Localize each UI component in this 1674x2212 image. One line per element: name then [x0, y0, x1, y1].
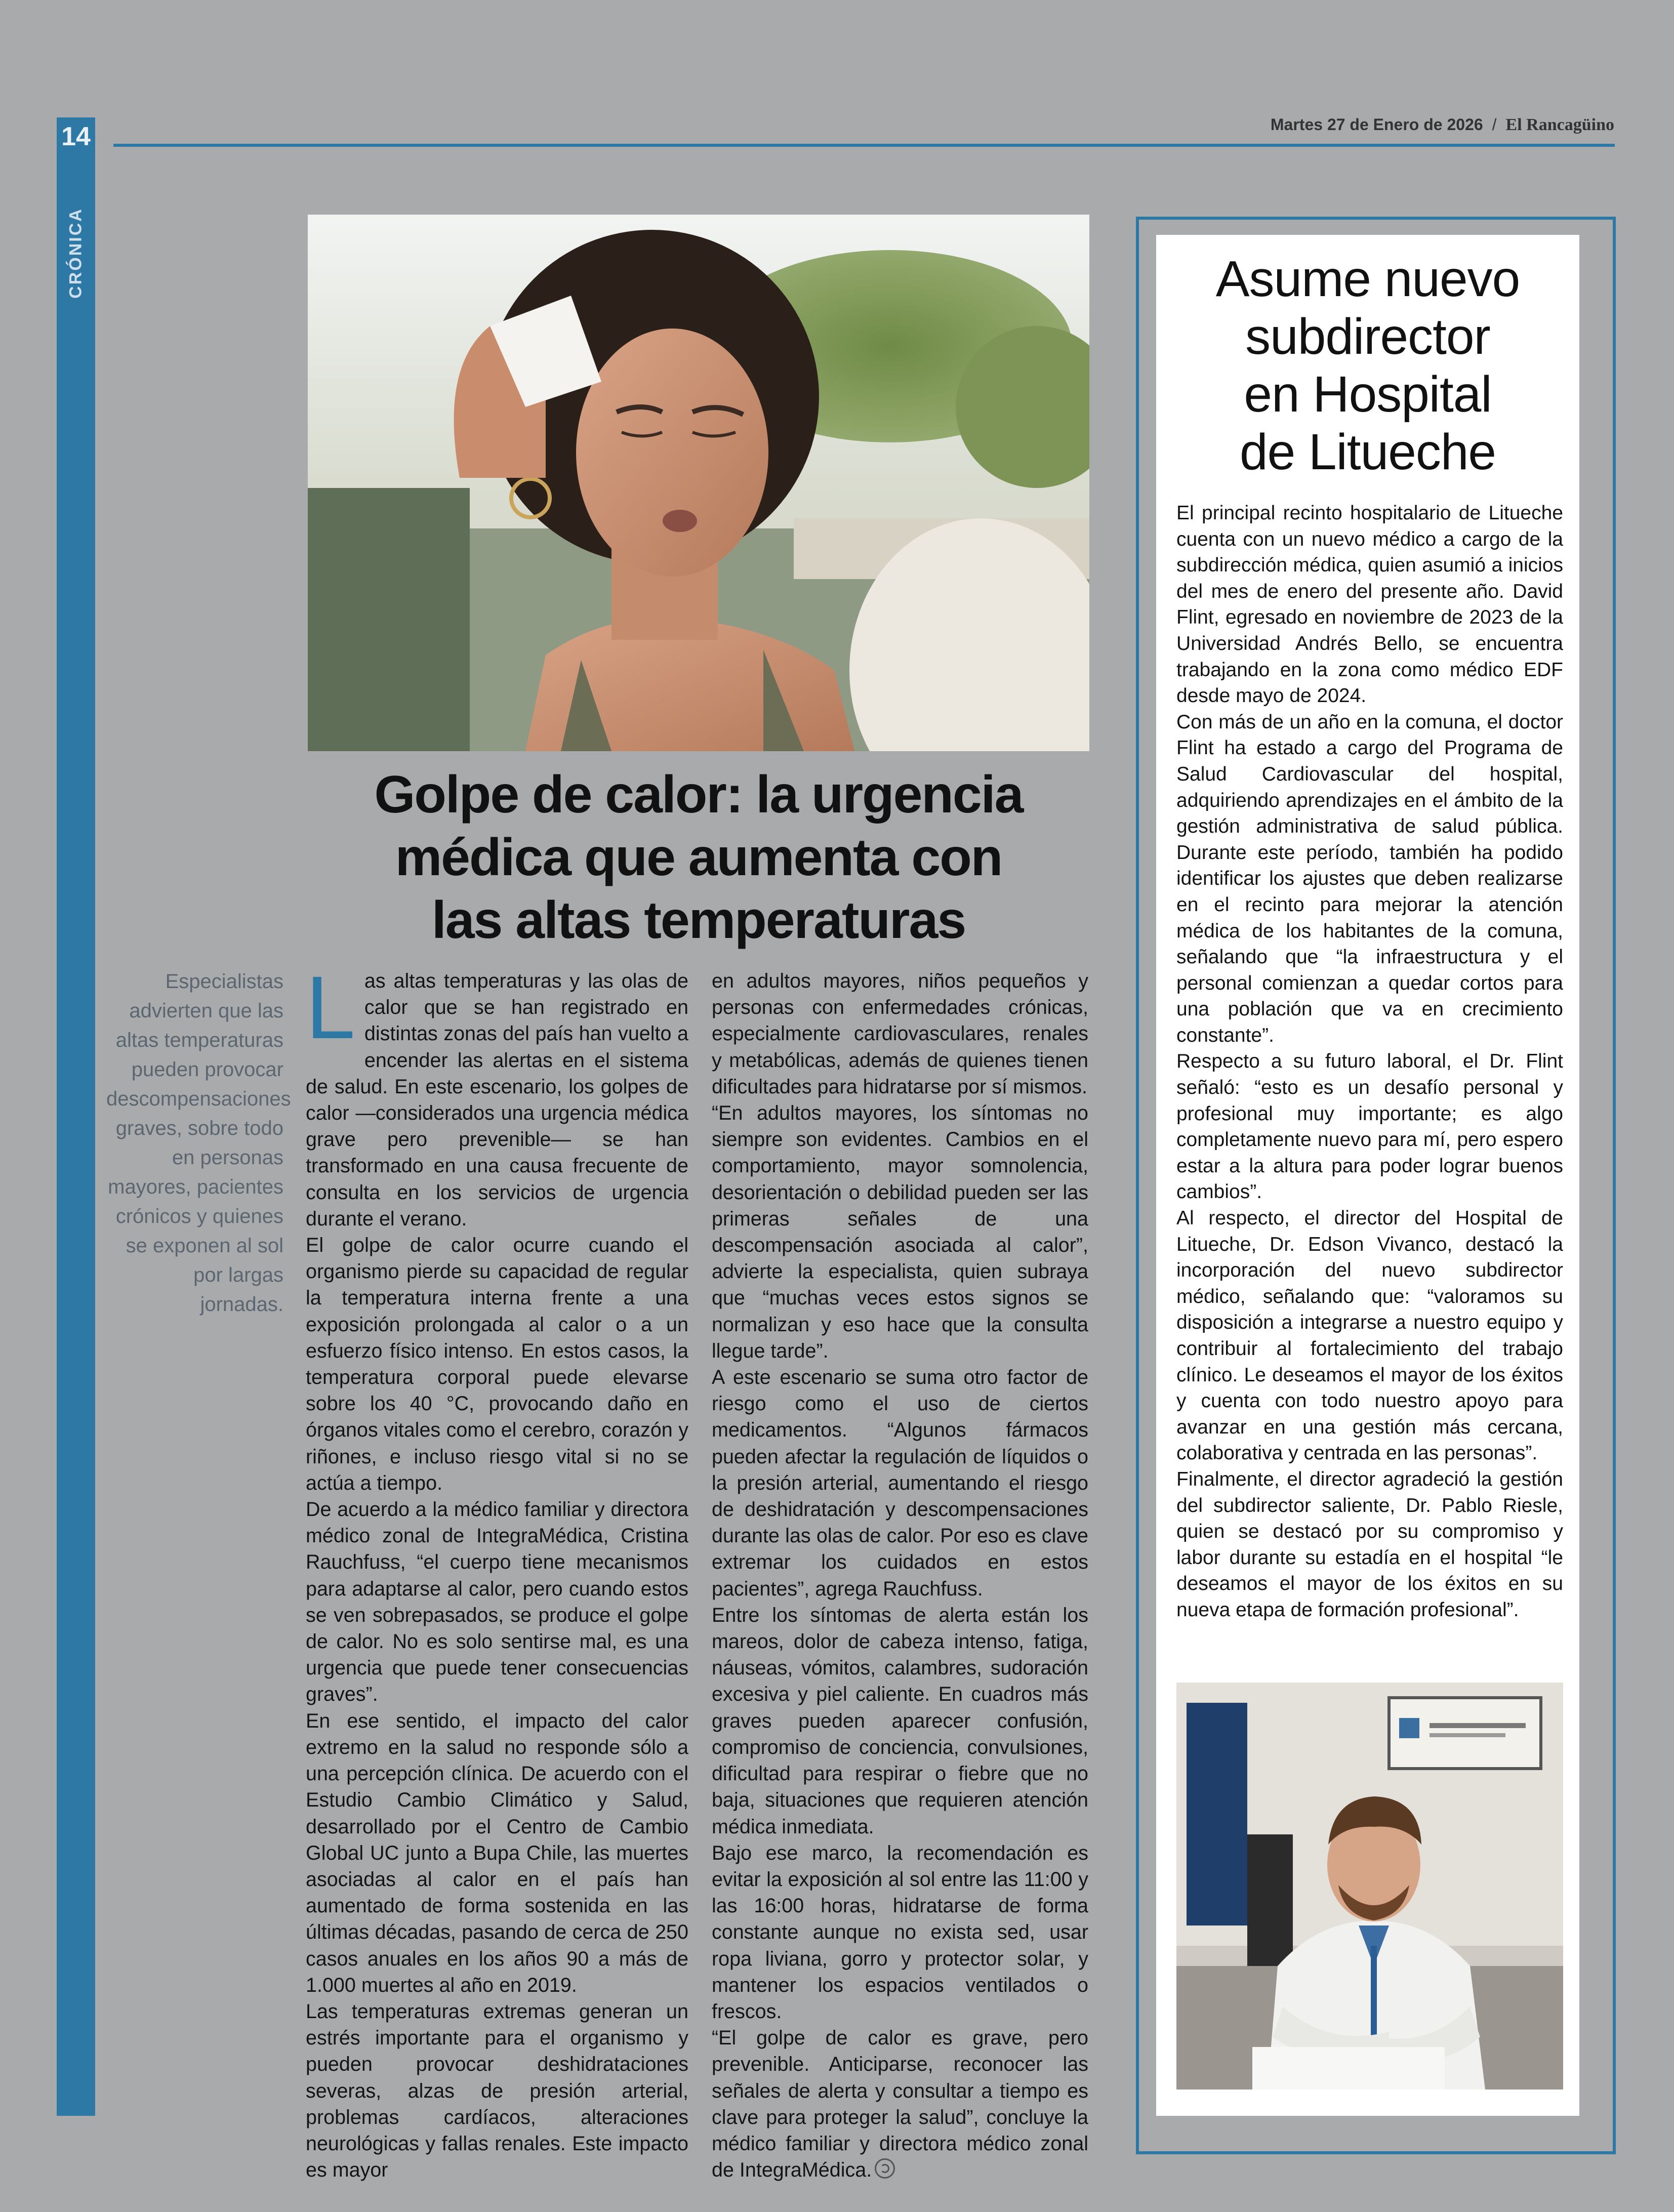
page-edge-stripe	[57, 117, 95, 2116]
header-rule	[113, 144, 1615, 147]
article-column-2	[712, 968, 1088, 2183]
sidebar-headline-line: subdirector	[1245, 308, 1490, 365]
sidebar-headline-line: de Litueche	[1239, 424, 1496, 480]
sidebar-paragraph: Finalmente, el director agradeció la gestión del subdirector saliente, Dr. Pablo Riesle, quien se destacó por su compromiso y labor durante su estadía en el hospital “le deseamos el mayor de los éxitos en su nueva etapa de formación profesional”.	[1176, 1468, 1563, 1621]
article-paragraph: “En adultos mayores, los síntomas no siempre son evidentes. Cambios en el comportamiento, mayor somnolencia, desorientación o debilidad pueden ser las primeras señales de una descompensación asociada al calor”, advierte la especialista, quien subraya que “muchas veces estos signos se normalizan y eso hace que la consulta llegue tarde”.	[712, 1102, 1088, 1362]
page-header	[1271, 115, 1614, 135]
article-paragraph: Las temperaturas extremas generan un estrés importante para el organismo y pueden provocar deshidrataciones severas, alzas de presión arterial, problemas cardíacos, alteraciones neurológicas y fallas renales. Este impacto es mayor	[306, 2000, 688, 2182]
header-separator: /	[1492, 115, 1497, 134]
article-paragraph	[306, 958, 688, 1232]
sidebar-story	[1156, 235, 1579, 2116]
sidebar-body	[1176, 500, 1563, 1623]
sidebar-paragraph: Con más de un año en la comuna, el doctor Flint ha estado a cargo del Programa de Salud Cardiovascular del hospital, adquiriendo aprendizajes en el ámbito de la gestión administrativa de salud pública. Durante este período, también ha podido identificar los ajustes que deben realizarse en el recinto para mejorar la atención médica de los habitantes de la comuna, señalando que “la infraestructura y el personal comienzan a quedar cortos para una población que va en crecimiento constante”.	[1176, 711, 1563, 1046]
article-paragraph: en adultos mayores, niños pequeños y personas con enfermedades crónicas, especialmente cardiovasculares, renales y metabólicas, además de quienes tienen dificultades para hidratarse por sí mismos.	[712, 970, 1088, 1098]
article-headline	[304, 763, 1093, 952]
sidebar-paragraph: Al respecto, el director del Hospital de Litueche, Dr. Edson Vivanco, destacó la incorporación del nuevo subdirector médico, señalando que: “valoramos su disposición a integrarse a nuestro equipo y contribuir al fortalecimiento del trabajo clínico. Le deseamos el mayor de los éxitos y cuenta con todo nuestro apoyo para avanzar en una gestión más cercana, colaborativa y centrada en las personas”.	[1176, 1207, 1563, 1464]
sidebar-paragraph: Respecto a su futuro laboral, el Dr. Flint señaló: “esto es un desafío personal y profesional muy importante; es algo completamente nuevo para mí, pero espero estar a la altura para poder lograr buenos cambios”.	[1176, 1050, 1563, 1203]
doctor-photo	[1176, 1683, 1563, 2090]
article-paragraph: Bajo ese marco, la recomendación es evitar la exposición al sol entre las 11:00 y las 16:00 horas, hidratarse de forma constante aunque no exista sed, usar ropa liviana, gorro y protector solar, y mantener los espacios ventilados o frescos.	[712, 1841, 1088, 2023]
headline-line: médica que aumenta con	[395, 828, 1002, 887]
sidebar-paragraph: El principal recinto hospitalario de Litueche cuenta con un nuevo médico a cargo de la subdirección médica, quien asumió a inicios del mes de enero del presente año. David Flint, egresado en noviembre de 2023 de la Universidad Andrés Bello, se encuentra trabajando en la zona como médico EDF desde mayo de 2024.	[1176, 502, 1563, 707]
article-subhead: Especialistas advierten que las altas temperaturas pueden provocar descompensaciones graves, sobre todo en personas mayores, pacientes crónicos y quienes se exponen al sol por largas jornadas.	[106, 970, 291, 1316]
page-number: 14	[61, 122, 91, 151]
article-paragraph: De acuerdo a la médico familiar y directora médico zonal de IntegraMédica, Cristina Rauchfuss, “el cuerpo tiene mecanismos para adaptarse al calor, pero cuando estos se ven sobrepasados, se produce el golpe de calor. No es solo sentirse mal, es una urgencia que puede tener consecuencias graves”.	[306, 1498, 688, 1706]
article-paragraph: El golpe de calor ocurre cuando el organismo pierde su capacidad de regular la temperatura interna frente a una exposición prolongada al calor o a un esfuerzo físico intenso. En estos casos, la temperatura corporal puede elevarse sobre los 40 °C, provocando daño en órganos vitales como el cerebro, corazón y riñones, e incluso riesgo vital si no se actúa a tiempo.	[306, 1234, 688, 1494]
issue-date: Martes 27 de Enero de 2026	[1270, 115, 1483, 134]
headline-line: Golpe de calor: la urgencia	[374, 765, 1023, 824]
newspaper-name: El Rancagüino	[1505, 115, 1614, 134]
drop-cap: L	[306, 958, 355, 1057]
article-paragraph: En ese sentido, el impacto del calor extremo en la salud no responde sólo a una percepción clínica. De acuerdo con el Estudio Cambio Climático y Salud, desarrollado por el Centro de Cambio Global UC junto a Bupa Chile, las muertes asociadas al calor en el país han aumentado de forma sostenida en las últimas décadas, pasando de cerca de 250 casos anuales en los años 90 a más de 1.000 muertes al año en 2019.	[306, 1709, 688, 1996]
article-paragraph	[712, 2025, 1088, 2183]
headline-line: las altas temperaturas	[431, 891, 966, 950]
sidebar-headline	[1156, 250, 1579, 481]
sidebar-headline-line: en Hospital	[1244, 366, 1492, 423]
closing-text: “El golpe de calor es grave, pero prevenible. Anticiparse, reconocer las señales de alerta y consultar a tiempo es clave para proteger la salud”, concluye la médico familiar y directora médico zonal de IntegraMédica.	[712, 2027, 1088, 2182]
article-paragraph: Entre los síntomas de alerta están los mareos, dolor de cabeza intenso, fatiga, náuseas, vómitos, calambres, sudoración excesiva y piel caliente. En cuadros más graves pueden aparecer confusión, compromiso de conciencia, convulsiones, dificultad para respirar o fiebre que no baja, situaciones que requieren atención médica inmediata.	[712, 1604, 1088, 1838]
section-label: CRÓNICA	[66, 208, 86, 299]
heat-woman-photo	[308, 215, 1089, 751]
end-mark-icon	[875, 2158, 895, 2179]
sidebar-headline-line: Asume nuevo	[1215, 251, 1520, 307]
lead-text: as altas temperaturas y las olas de calor que se han registrado en distintas zonas del país han vuelto a encender las alertas en el sistema de salud. En este escenario, los golpes de calor —considerados una urgencia médica grave pero prevenible— se han transformado en una causa frecuente de consulta en los servicios de urgencia durante el verano.	[306, 970, 688, 1230]
article-paragraph: A este escenario se suma otro factor de riesgo como el uso de ciertos medicamentos. “Algunos fármacos pueden afectar la regulación de líquidos o la presión arterial, aumentando el riesgo de deshidratación y descompensaciones durante las olas de calor. Por eso es clave extremar los cuidados en estos pacientes”, agrega Rauchfuss.	[712, 1366, 1088, 1600]
article-column-1	[306, 958, 688, 2183]
